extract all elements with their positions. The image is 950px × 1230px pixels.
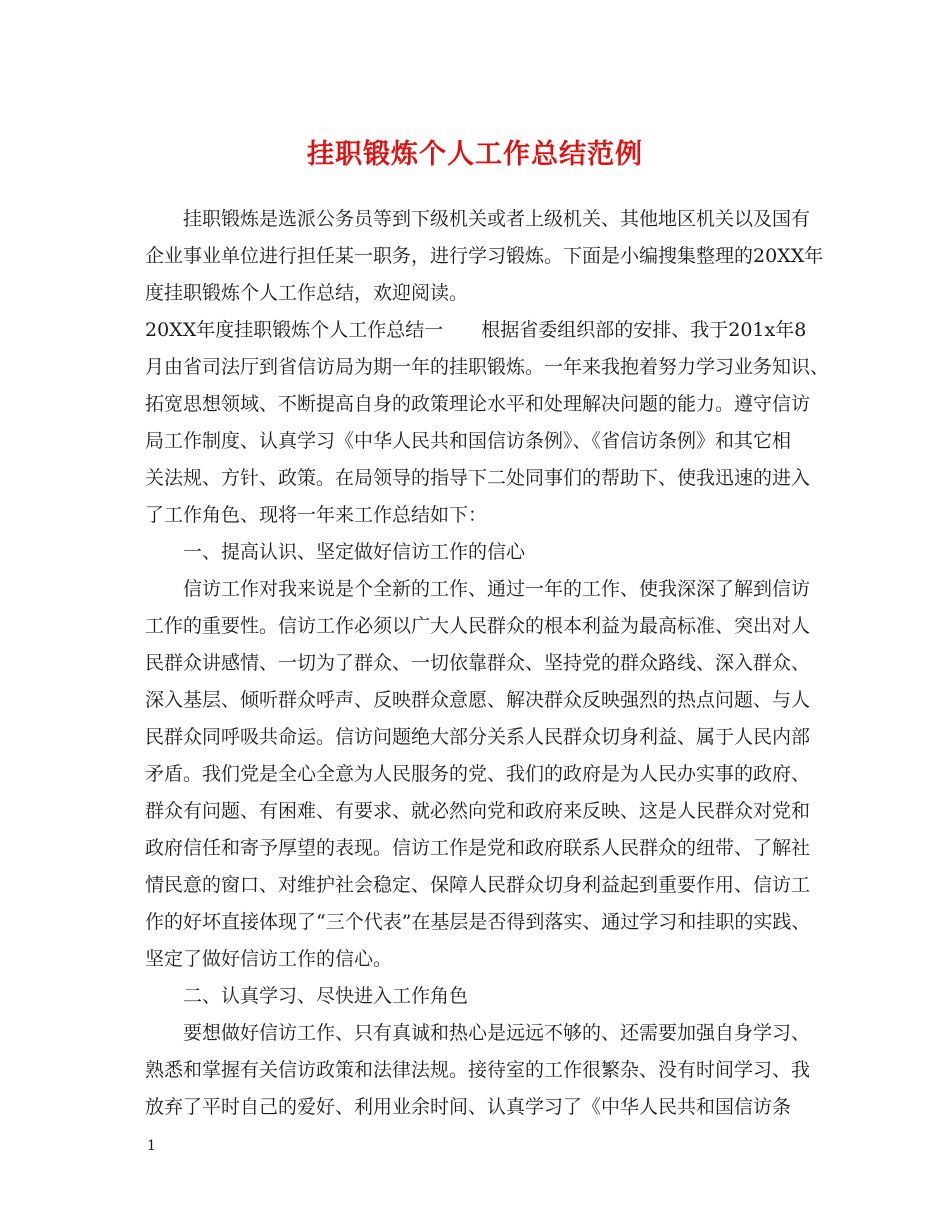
page-number: 1 (147, 1138, 156, 1154)
text-line: 要想做好信访工作、只有真诚和热心是远远不够的、还需要加强自身学习、 (183, 1022, 811, 1044)
text-line: 群众有问题、有困难、有要求、就必然向党和政府来反映、这是人民群众对党和 (145, 800, 811, 822)
text-line: 作的好坏直接体现了“三个代表”在基层是否得到落实、通过学习和挂职的实践、 (145, 911, 811, 933)
document-title: 挂职锻炼个人工作总结范例 (307, 139, 643, 170)
text-line: 关法规、方针、政策。在局领导的指导下二处同事们的帮助下、使我迅速的进入 (145, 467, 811, 489)
text-line: 工作的重要性。信访工作必须以广大人民群众的根本利益为最高标准、突出对人 (145, 615, 811, 637)
text-line: 深入基层、倾听群众呼声、反映群众意愿、解决群众反映强烈的热点问题、与人 (145, 689, 811, 711)
text-line: 了工作角色、现将一年来工作总结如下： (145, 504, 488, 526)
text-line: 月由省司法厅到省信访局为期一年的挂职锻炼。一年来我抱着努力学习业务知识、 (145, 356, 830, 378)
text-line: 坚定了做好信访工作的信心。 (145, 948, 393, 970)
text-line: 情民意的窗口、对维护社会稳定、保障人民群众切身利益起到重要作用、信访工 (145, 874, 811, 896)
text-line: 企业事业单位进行担任某一职务，进行学习锻炼。下面是小编搜集整理的20XX年 (145, 245, 824, 267)
text-line: 民群众同呼吸共命运。信访问题绝大部分关系人民群众切身利益、属于人民内部 (145, 726, 811, 748)
text-line: 局工作制度、认真学习《中华人民共和国信访条例》、《省信访条例》和其它相 (145, 430, 792, 452)
text-line: 熟悉和掌握有关信访政策和法律法规。接待室的工作很繁杂、没有时间学习、我 (145, 1059, 811, 1081)
section-heading: 二、认真学习、尽快进入工作角色 (183, 985, 469, 1007)
text-line: 度挂职锻炼个人工作总结，欢迎阅读。 (145, 282, 469, 304)
text-line: 民群众讲感情、一切为了群众、一切依靠群众、坚持党的群众路线、深入群众、 (145, 652, 811, 674)
text-line: 矛盾。我们党是全心全意为人民服务的党、我们的政府是为人民办实事的政府、 (145, 763, 811, 785)
text-line: 20XX年度挂职锻炼个人工作总结一 根据省委组织部的安排、我于201x年8 (145, 319, 807, 341)
text-line: 挂职锻炼是选派公务员等到下级机关或者上级机关、其他地区机关以及国有 (183, 208, 811, 230)
text-line: 拓宽思想领域、不断提高自身的政策理论水平和处理解决问题的能力。遵守信访 (145, 393, 811, 415)
text-line: 信访工作对我来说是个全新的工作、通过一年的工作、使我深深了解到信访 (183, 578, 811, 600)
text-line: 政府信任和寄予厚望的表现。信访工作是党和政府联系人民群众的纽带、了解社 (145, 837, 811, 859)
text-line: 放弃了平时自己的爱好、利用业余时间、认真学习了《中华人民共和国信访条 (145, 1096, 792, 1118)
section-heading: 一、提高认识、坚定做好信访工作的信心 (183, 541, 526, 563)
